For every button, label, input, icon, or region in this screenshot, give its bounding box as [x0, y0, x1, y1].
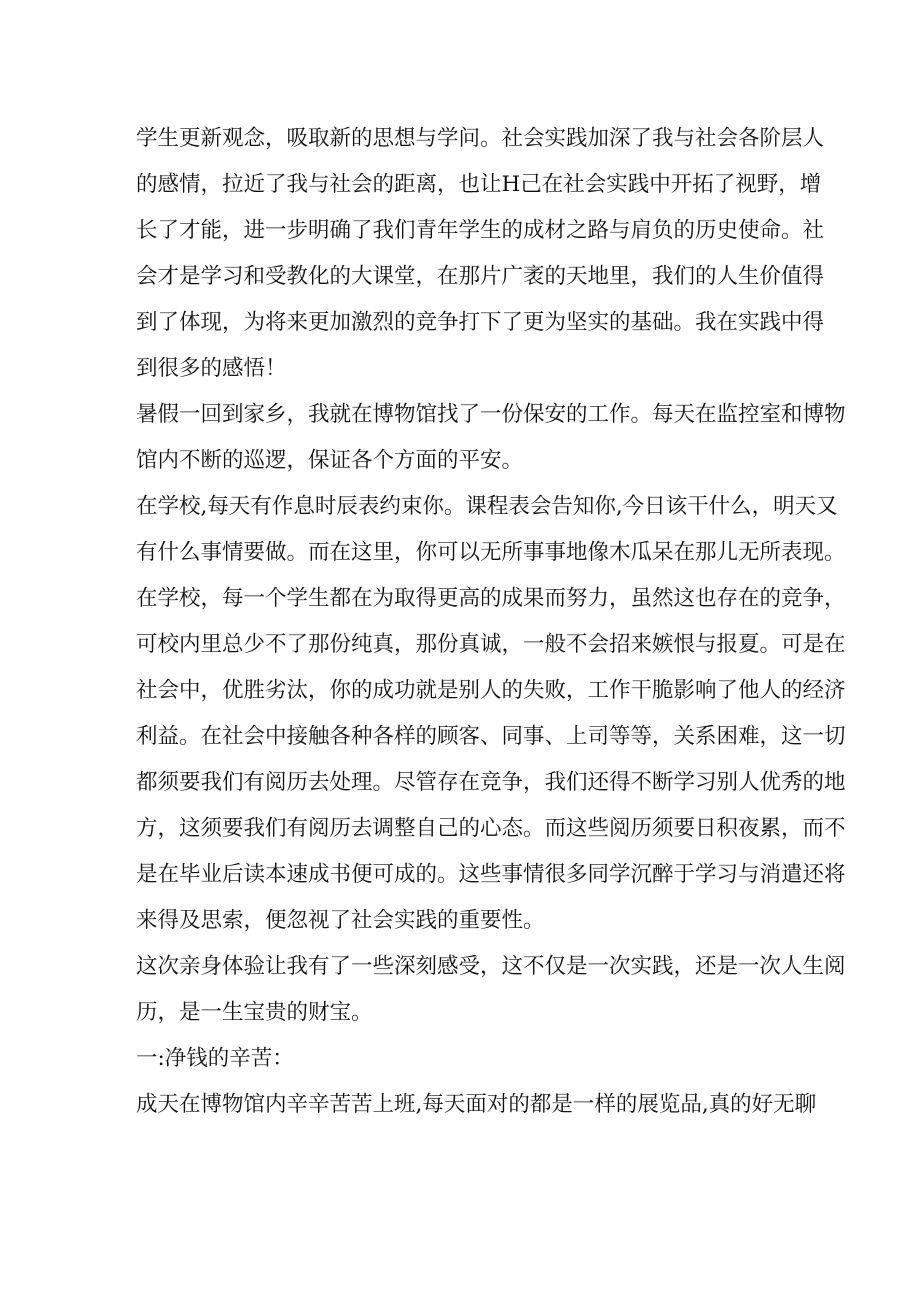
text-line: 历，是一生宝贵的财宝。	[136, 1000, 373, 1025]
text-line: 都须要我们有阅历去处理。尽管存在竞争，我们还得不断学习别人优秀的地	[136, 770, 846, 795]
text-line: 到很多的感悟！	[136, 356, 287, 381]
text-line: 利益。在社会中接触各种各样的顾客、同事、上司等等，关系困难，这一切	[136, 724, 846, 749]
text-line: 到了体现，为将来更加激烈的竞争打下了更为坚实的基础。我在实践中得	[136, 310, 825, 335]
paragraph-social-practice	[136, 116, 825, 392]
text-line: 来得及思索，便忽视了社会实践的重要性。	[136, 908, 545, 933]
text-line: 学生更新观念，吸取新的思想与学问。社会实践加深了我与社会各阶层人	[136, 126, 825, 151]
text-line: 成天在博物馆内辛辛苦苦上班,每天面对的都是一样的展览品,真的好无聊	[136, 1092, 817, 1117]
paragraph-summer-job	[136, 392, 846, 484]
paragraph-school-vs-society	[136, 484, 846, 944]
text-line: 馆内不断的巡逻，保证各个方面的平安。	[136, 448, 524, 473]
paragraph-museum-work	[136, 1082, 817, 1128]
text-line: 社会中，优胜劣汰，你的成功就是别人的失败，工作干脆影响了他人的经济	[136, 678, 846, 703]
text-line: 长了才能，进一步明确了我们青年学生的成材之路与肩负的历史使命。社	[136, 218, 825, 243]
section-heading-earning-money	[136, 1036, 796, 1082]
text-line: 是在毕业后读本速成书便可成的。这些事情很多同学沉醉于学习与消遣还将	[136, 862, 846, 887]
text-line: 有什么事情要做。而在这里，你可以无所事事地像木瓜呆在那儿无所表现。	[136, 540, 846, 565]
text-line: 会才是学习和受教化的大课堂，在那片广袤的天地里，我们的人生价值得	[136, 264, 825, 289]
text-line: 可校内里总少不了那份纯真，那份真诚，一般不会招来嫉恨与报夏。可是在	[136, 632, 846, 657]
document-body	[136, 116, 846, 1128]
section-heading: 一:净钱的辛苦：	[136, 1046, 294, 1071]
text-line: 在学校,每天有作息时辰表约束你。课程表会告知你,今日该干什么，明天又	[136, 494, 838, 519]
text-line: 的感情，拉近了我与社会的距离，也让H己在社会实践中开拓了视野，增	[136, 172, 822, 197]
text-line: 暑假一回到家乡，我就在博物馆找了一份保安的工作。每天在监控室和博物	[136, 402, 846, 427]
text-line: 在学校，每一个学生都在为取得更高的成果而努力，虽然这也存在的竞争，	[136, 586, 846, 611]
text-line: 这次亲身体验让我有了一些深刻感受，这不仅是一次实践，还是一次人生阅	[136, 954, 846, 979]
paragraph-experience	[136, 944, 846, 1036]
text-line: 方，这须要我们有阅历去调整自己的心态。而这些阅历须要日积夜累，而不	[136, 816, 846, 841]
